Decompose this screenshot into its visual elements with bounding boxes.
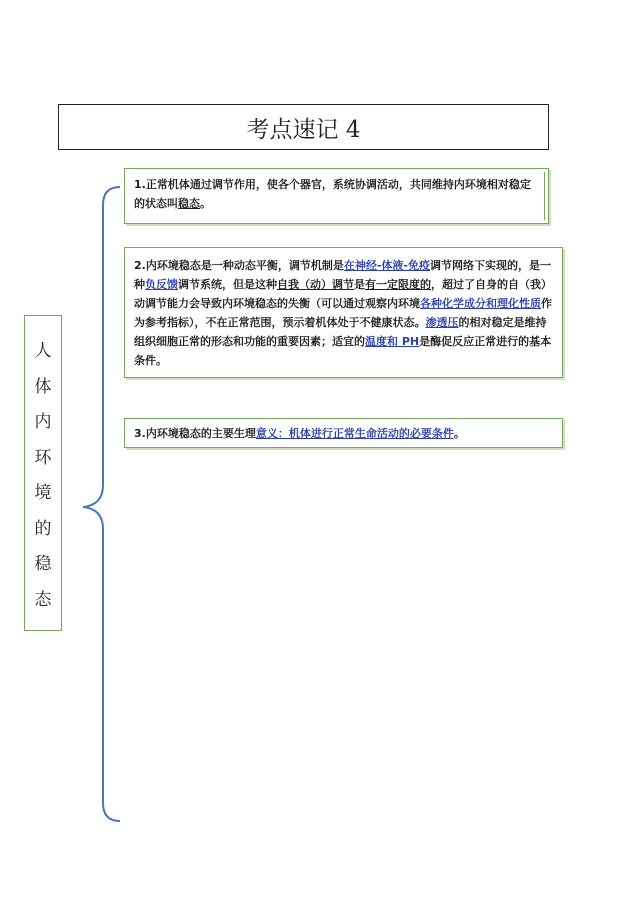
note-card-2	[124, 247, 563, 378]
note-text: 是	[354, 278, 365, 291]
note-text: 调节系统，但是这种	[178, 278, 277, 291]
topic-label-box	[24, 315, 62, 631]
topic-char: 的	[34, 518, 52, 539]
keyword: 渗透压	[425, 316, 459, 329]
note-text: 2.内环境稳态是一种动态平衡，调节机制是	[134, 259, 344, 272]
keyword: 温度和 PH	[365, 335, 420, 348]
note-text: 调节网络下实现的，是一种	[134, 259, 551, 291]
note-text: 的相对稳定是维持组织细胞正常的形态和功能的重要因素；适宜的	[134, 316, 547, 348]
keyword: 各种化学成分和理化性质	[420, 297, 541, 310]
note-card-1	[124, 168, 549, 224]
note-text: 3.内环境稳态的主要生理	[134, 427, 256, 440]
keyword: 有一定限度的	[365, 278, 431, 291]
keyword: 自我（动）调节	[277, 278, 354, 291]
topic-char: 态	[34, 589, 52, 610]
topic-char: 体	[34, 376, 52, 397]
keyword: 稳态	[178, 197, 200, 210]
topic-char: 环	[34, 447, 52, 468]
note-text: 是酶促反应正常进行的基本条件。	[134, 335, 552, 367]
keyword: 负反馈	[145, 278, 178, 291]
keyword: 意义：机体进行正常生命活动的必要条件	[255, 427, 454, 440]
topic-char: 境	[34, 483, 52, 504]
curly-brace	[75, 185, 125, 825]
topic-char: 人	[34, 341, 52, 362]
topic-char: 内	[34, 412, 52, 433]
note-text: 。	[200, 197, 211, 210]
keyword: 在神经-体液-免疫	[343, 259, 430, 272]
note-text: 1.正常机体通过调节作用，使各个器官，系统协调活动，共同维持内环境相对稳定的状态叫	[134, 178, 531, 210]
note-card-3	[124, 418, 563, 448]
note-text: 。	[453, 427, 465, 440]
note-text: ，超过了自身的自（我）动调节能力会导致内环境稳态的失衡（可以通过观察内环境	[134, 278, 552, 310]
note-text: 作为参考指标），不在正常范围，预示着机体处于不健康状态。	[134, 297, 552, 329]
topic-char: 稳	[34, 554, 52, 575]
page-title: 考点速记 4	[58, 104, 549, 150]
